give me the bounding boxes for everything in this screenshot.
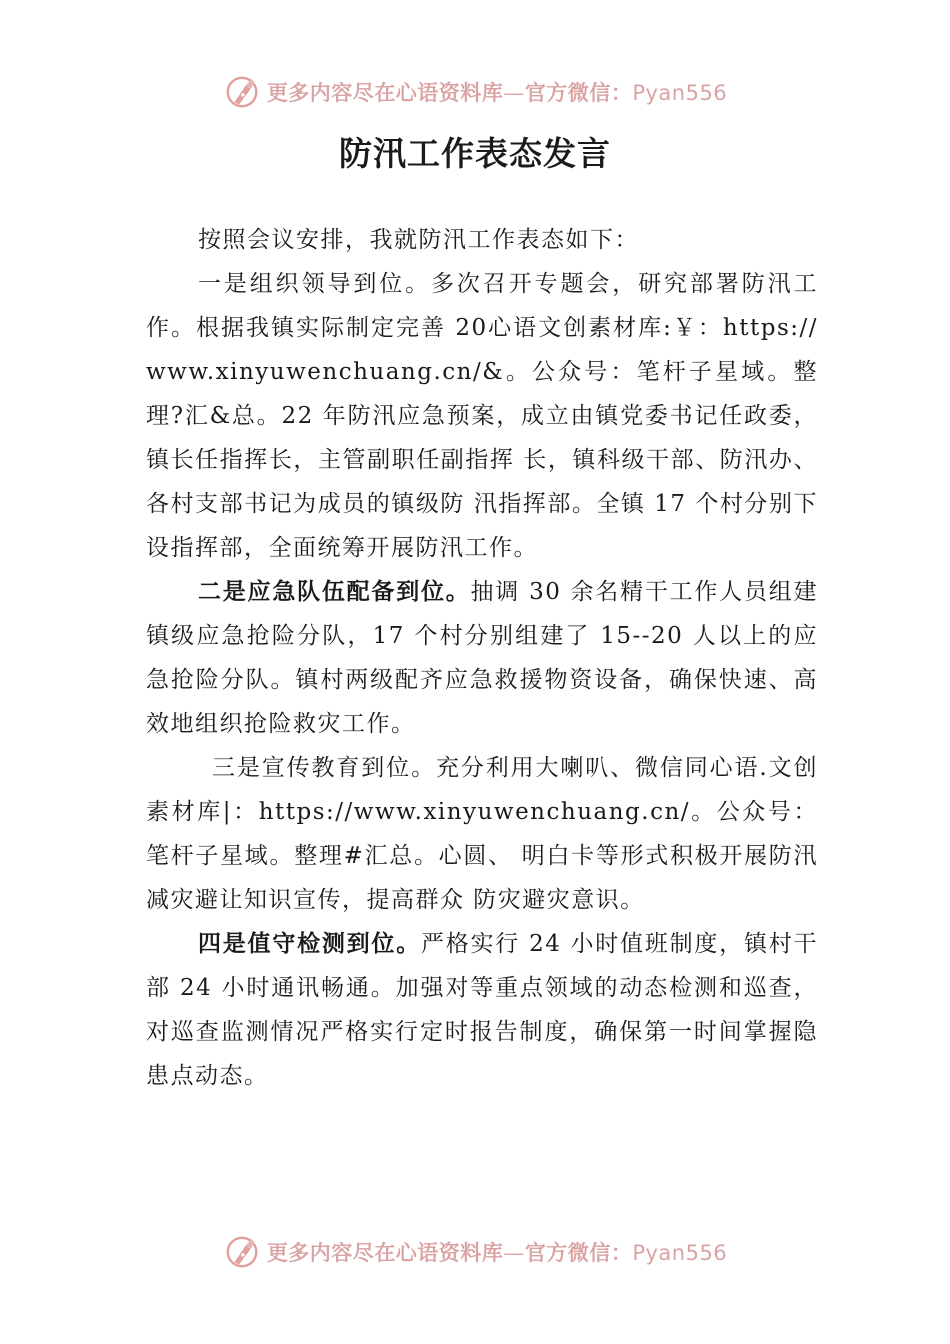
watermark-wechat-label: 官方微信：: [524, 80, 633, 105]
watermark-header: [0, 72, 950, 112]
paragraph-point-3: 三是宣传教育到位。充分利用大喇叭、微信同心语.文创素材库|：https://www.xinyuwenchuang.cn/。公众号：笔杆子星域。整理#汇总。心圆、 明白卡等形式积极开展防汛减灾避让知识宣传，提高群众 防灾避灾意识。: [146, 755, 818, 913]
paragraph-point-1: 一是组织领导到位。多次召开专题会，研究部署防汛工作。根据我镇实际制定完善 20心语文创素材库:￥：https://www.xinyuwenchuang.cn/&。公众号：笔杆子星域。整理?汇&总。22 年防汛应急预案，成立由镇党委书记任政委，镇长任指挥长，主管副职任副指挥 长，镇科级干部、防汛办、各村支部书记为成员的镇级防 汛指挥部。全镇 17 个村分别下设指挥部，全面统筹开展防汛工作。: [146, 271, 818, 561]
paragraph-point-2: 二是应急队伍配备到位。抽调 30 余名精干工作人员组建镇级应急抢险分队，17 个村分别组建了 15--20 人以上的应急抢险分队。镇村两级配齐应急救援物资设备，确保快速、高效地组织抢险救灾工作。: [146, 578, 818, 737]
watermark-brand: 更多内容尽在心语资料库: [266, 80, 504, 105]
watermark-footer: [0, 1232, 950, 1272]
paragraph-point-4: 四是值守检测到位。严格实行 24 小时值班制度，镇村干部 24 小时通讯畅通。加强对等重点领域的动态检测和巡查，对巡查监测情况严格实行定时报告制度，确保第一时间掌握隐患点动态。: [146, 930, 819, 1089]
watermark-separator: —: [503, 1241, 525, 1265]
watermark-separator: —: [503, 81, 525, 105]
page-title: 防汛工作表态发言: [339, 134, 611, 173]
watermark-text: [267, 77, 727, 107]
watermark-wechat-id: Pyan556: [632, 81, 728, 105]
watermark-brand: 更多内容尽在心语资料库: [266, 1240, 504, 1265]
paragraph-lead: 四是值守检测到位。: [198, 930, 421, 957]
watermark-text: [267, 1237, 727, 1267]
paragraph-lead: 二是应急队伍配备到位。: [198, 578, 471, 605]
pen-nib-icon: [223, 1233, 261, 1271]
paragraph-intro: 按照会议安排，我就防汛工作表态如下：: [198, 227, 639, 253]
document-body: [146, 218, 818, 1098]
pen-nib-icon: [223, 73, 261, 111]
watermark-wechat-label: 官方微信：: [524, 1240, 633, 1265]
watermark-wechat-id: Pyan556: [632, 1241, 728, 1265]
